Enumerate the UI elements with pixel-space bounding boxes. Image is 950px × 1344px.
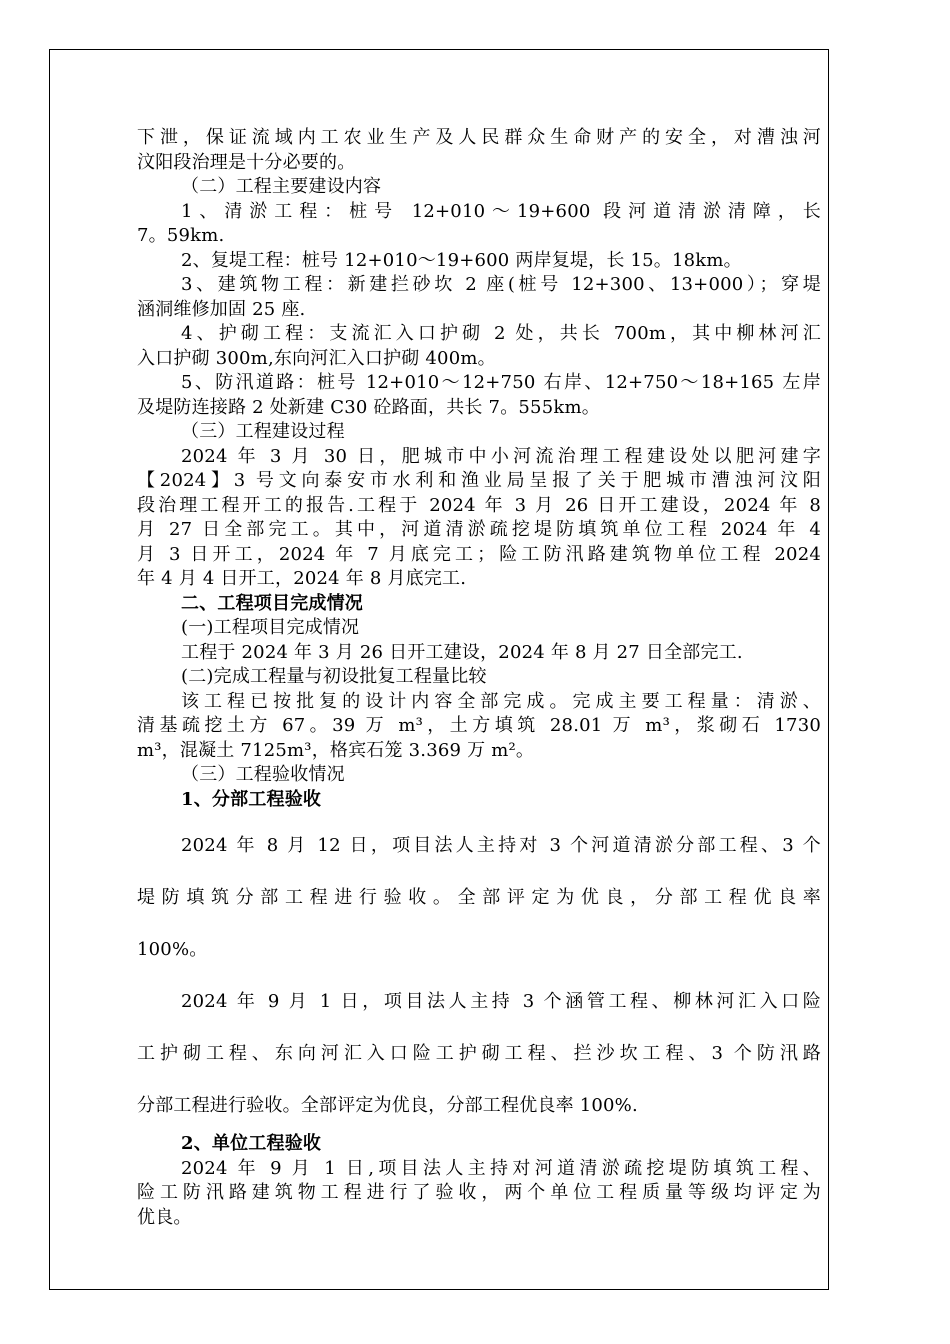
text-line: 年 4 月 4 日开工，2024 年 8 月底完工. bbox=[137, 568, 467, 589]
section-heading: （二）工程主要建设内容 bbox=[181, 176, 382, 197]
text-line: 【2024】3 号文向泰安市水利和渔业局呈报了关于肥城市漕浊河汶阳 bbox=[137, 470, 821, 491]
text-line: 入口护砌 300m,东向河汇入口护砌 400m。 bbox=[137, 347, 496, 369]
text-line: 4、护砌工程：支流汇入口护砌 2 处，共长 700m，其中柳林河汇 bbox=[181, 323, 821, 344]
subsection-heading: 1、分部工程验收 bbox=[181, 788, 322, 810]
text-line: 该工程已按批复的设计内容全部完成。完成主要工程量：清淤、 bbox=[181, 690, 821, 712]
text-line: 2、复堤工程：桩号 12+010～19+600 两岸复堤，长 15。18km。 bbox=[181, 249, 742, 271]
text-line: 月 27 日全部完工。其中，河道清淤疏挖堤防填筑单位工程 2024 年 4 bbox=[137, 519, 821, 540]
subsection-heading: 2、单位工程验收 bbox=[181, 1133, 322, 1154]
text-line: 2024 年 9 月 1 日,项目法人主持对河道清淤疏挖堤防填筑工程、 bbox=[181, 1157, 821, 1179]
text-line: 优良。 bbox=[137, 1206, 192, 1228]
text-line: 及堤防连接路 2 处新建 C30 砼路面，共长 7。555km。 bbox=[137, 396, 600, 418]
text-line: m³，混凝土 7125m³，格宾石笼 3.369 万 m²。 bbox=[137, 739, 535, 761]
text-line: 险工防汛路建筑物工程进行了验收，两个单位工程质量等级均评定为 bbox=[137, 1182, 821, 1203]
text-line: 分部工程进行验收。全部评定为优良，分部工程优良率 100%. bbox=[137, 1095, 638, 1116]
text-line: 1、清淤工程：桩号 12+010～19+600 段河道清淤清障，长 bbox=[181, 200, 821, 222]
text-line: 2024 年 8 月 12 日，项目法人主持对 3 个河道清淤分部工程、3 个 bbox=[181, 835, 821, 856]
text-line: 汶阳段治理是十分必要的。 bbox=[137, 151, 356, 173]
text-line: 2024 年 3 月 30 日，肥城市中小河流治理工程建设处以肥河建字 bbox=[181, 445, 821, 467]
text-line: 工程于 2024 年 3 月 26 日开工建设，2024 年 8 月 27 日全部完工. bbox=[181, 641, 743, 663]
text-line: 涵洞维修加固 25 座. bbox=[137, 298, 306, 320]
document-body bbox=[137, 126, 821, 1230]
text-line: 月 3 日开工，2024 年 7 月底完工；险工防汛路建筑物单位工程 2024 bbox=[137, 543, 821, 565]
text-line: 下泄，保证流域内工农业生产及人民群众生命财产的安全，对漕浊河 bbox=[137, 127, 821, 148]
section-heading: (二)完成工程量与初设批复工程量比较 bbox=[181, 666, 487, 687]
text-line: 段治理工程开工的报告.工程于 2024 年 3 月 26 日开工建设，2024 年 8 bbox=[137, 494, 821, 516]
text-line: 7。59km. bbox=[137, 225, 225, 246]
text-line: 2024 年 9 月 1 日，项目法人主持 3 个涵管工程、柳林河汇入口险 bbox=[181, 991, 821, 1012]
text-line: 5、防汛道路：桩号 12+010～12+750 右岸、12+750～18+165 左岸 bbox=[181, 372, 821, 393]
chapter-heading: 二、工程项目完成情况 bbox=[181, 592, 363, 614]
text-line: 堤防填筑分部工程进行验收。全部评定为优良，分部工程优良率 bbox=[137, 887, 821, 908]
text-line: 工护砌工程、东向河汇入口险工护砌工程、拦沙坎工程、3 个防汛路 bbox=[137, 1043, 821, 1064]
text-line: 100%。 bbox=[137, 939, 208, 960]
section-heading: (一)工程项目完成情况 bbox=[181, 617, 360, 638]
section-heading: （三）工程建设过程 bbox=[181, 421, 345, 442]
section-heading: （三）工程验收情况 bbox=[181, 764, 345, 785]
text-line: 清基疏挖土方 67。39 万 m³，土方填筑 28.01 万 m³，浆砌石 1730 bbox=[137, 715, 821, 736]
text-line: 3、建筑物工程：新建拦砂坎 2 座(桩号 12+300、13+000）；穿堤 bbox=[181, 274, 821, 295]
